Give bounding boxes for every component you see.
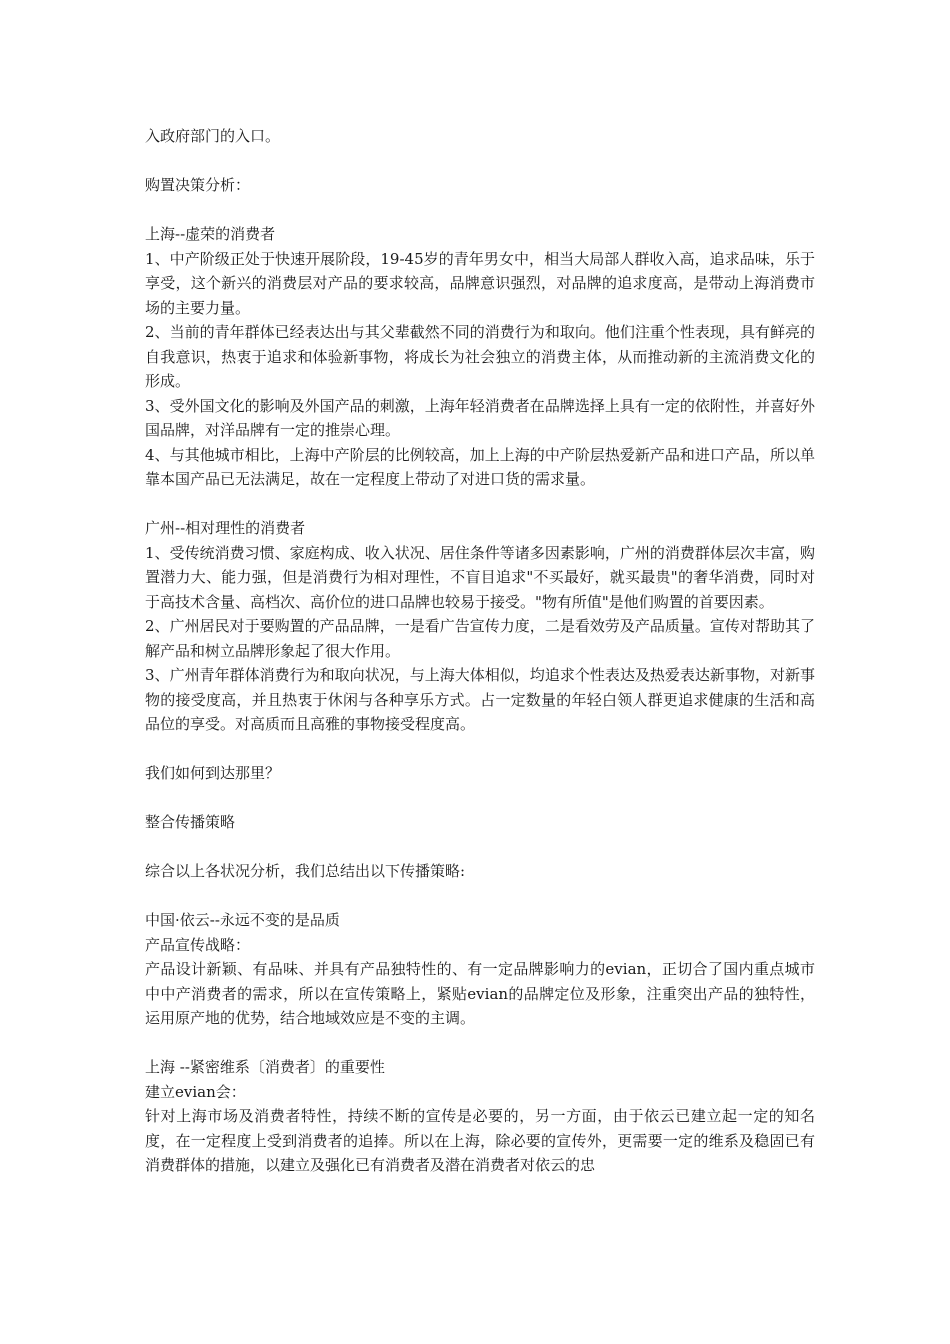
paragraph: 2、当前的青年群体已经表达出与其父辈截然不同的消费行为和取向。他们注重个性表现，具有鲜亮的自我意识，热衷于追求和体验新事物，将成长为社会独立的消费主体，从而推动新的主流消费文化的形成。 [145,323,815,390]
paragraph: 针对上海市场及消费者特性，持续不断的宣传是必要的，另一方面，由于依云已建立起一定的知名度，在一定程度上受到消费者的追捧。所以在上海，除必要的宣传外，更需要一定的维系及稳固已有消费群体的措施，以建立及强化已有消费者及潜在消费者对依云的忠 [145,1107,815,1174]
paragraph: 我们如何到达那里？ [145,764,281,782]
section-heading: 广州--相对理性的消费者 [145,519,306,537]
blank-line [145,1031,815,1056]
paragraph: 3、广州青年群体消费行为和取向状况，与上海大体相似，均追求个性表达及热爱表达新事物，对新事物的接受度高，并且热衷于休闲与各种享乐方式。占一定数量的年轻白领人群更追求健康的生活和高品位的享受。对高质而且高雅的事物接受程度高。 [145,666,815,733]
paragraph: 产品设计新颖、有品味、并具有产品独特性的、有一定品牌影响力的evian，正切合了国内重点城市中中产消费者的需求，所以在宣传策略上，紧贴evian的品牌定位及形象，注重突出产品的独特性，运用原产地的优势，结合地域效应是不变的主调。 [145,960,815,1027]
document-body [145,124,815,1178]
blank-line [145,492,815,517]
blank-line [145,737,815,762]
paragraph: 综合以上各状况分析，我们总结出以下传播策略: [145,862,466,880]
paragraph: 1、中产阶级正处于快速开展阶段，19-45岁的青年男女中，相当大局部人群收入高，追求品味，乐于享受，这个新兴的消费层对产品的要求较高，品牌意识强烈，对品牌的追求度高，是带动上海消费市场的主要力量。 [145,249,815,317]
blank-line [145,884,815,909]
section-heading: 上海 --紧密维系〔消费者〕的重要性 [145,1058,385,1076]
paragraph: 购置决策分析： [145,176,251,194]
blank-line [145,786,815,811]
section-heading: 上海--虚荣的消费者 [145,225,276,243]
paragraph: 2、广州居民对于要购置的产品品牌，一是看广告宣传力度，二是看效劳及产品质量。宣传对帮助其了解产品和树立品牌形象起了很大作用。 [145,617,815,660]
paragraph: 3、受外国文化的影响及外国产品的刺激，上海年轻消费者在品牌选择上具有一定的依附性，并喜好外国品牌，对洋品牌有一定的推崇心理。 [145,396,815,439]
blank-line [145,835,815,860]
blank-line [145,149,815,174]
paragraph: 1、受传统消费习惯、家庭构成、收入状况、居住条件等诸多因素影响，广州的消费群体层次丰富，购置潜力大、能力强，但是消费行为相对理性，不盲目追求"不买最好，就买最贵"的奢华消费，同时对于高技术含量、高档次、高价位的进口品牌也较易于接受。"物有所值"是他们购置的首要因素。 [145,543,815,611]
blank-line [145,198,815,223]
paragraph: 4、与其他城市相比，上海中产阶层的比例较高，加上上海的中产阶层热爱新产品和进口产品，所以单靠本国产品已无法满足，故在一定程度上带动了对进口货的需求量。 [145,445,815,488]
paragraph: 建立evian会： [145,1082,246,1101]
section-heading: 中国·依云--永远不变的是品质 [145,911,340,929]
paragraph: 入政府部门的入口。 [145,127,281,145]
section-heading: 整合传播策略 [145,813,236,831]
paragraph: 产品宣传战略： [145,935,251,954]
